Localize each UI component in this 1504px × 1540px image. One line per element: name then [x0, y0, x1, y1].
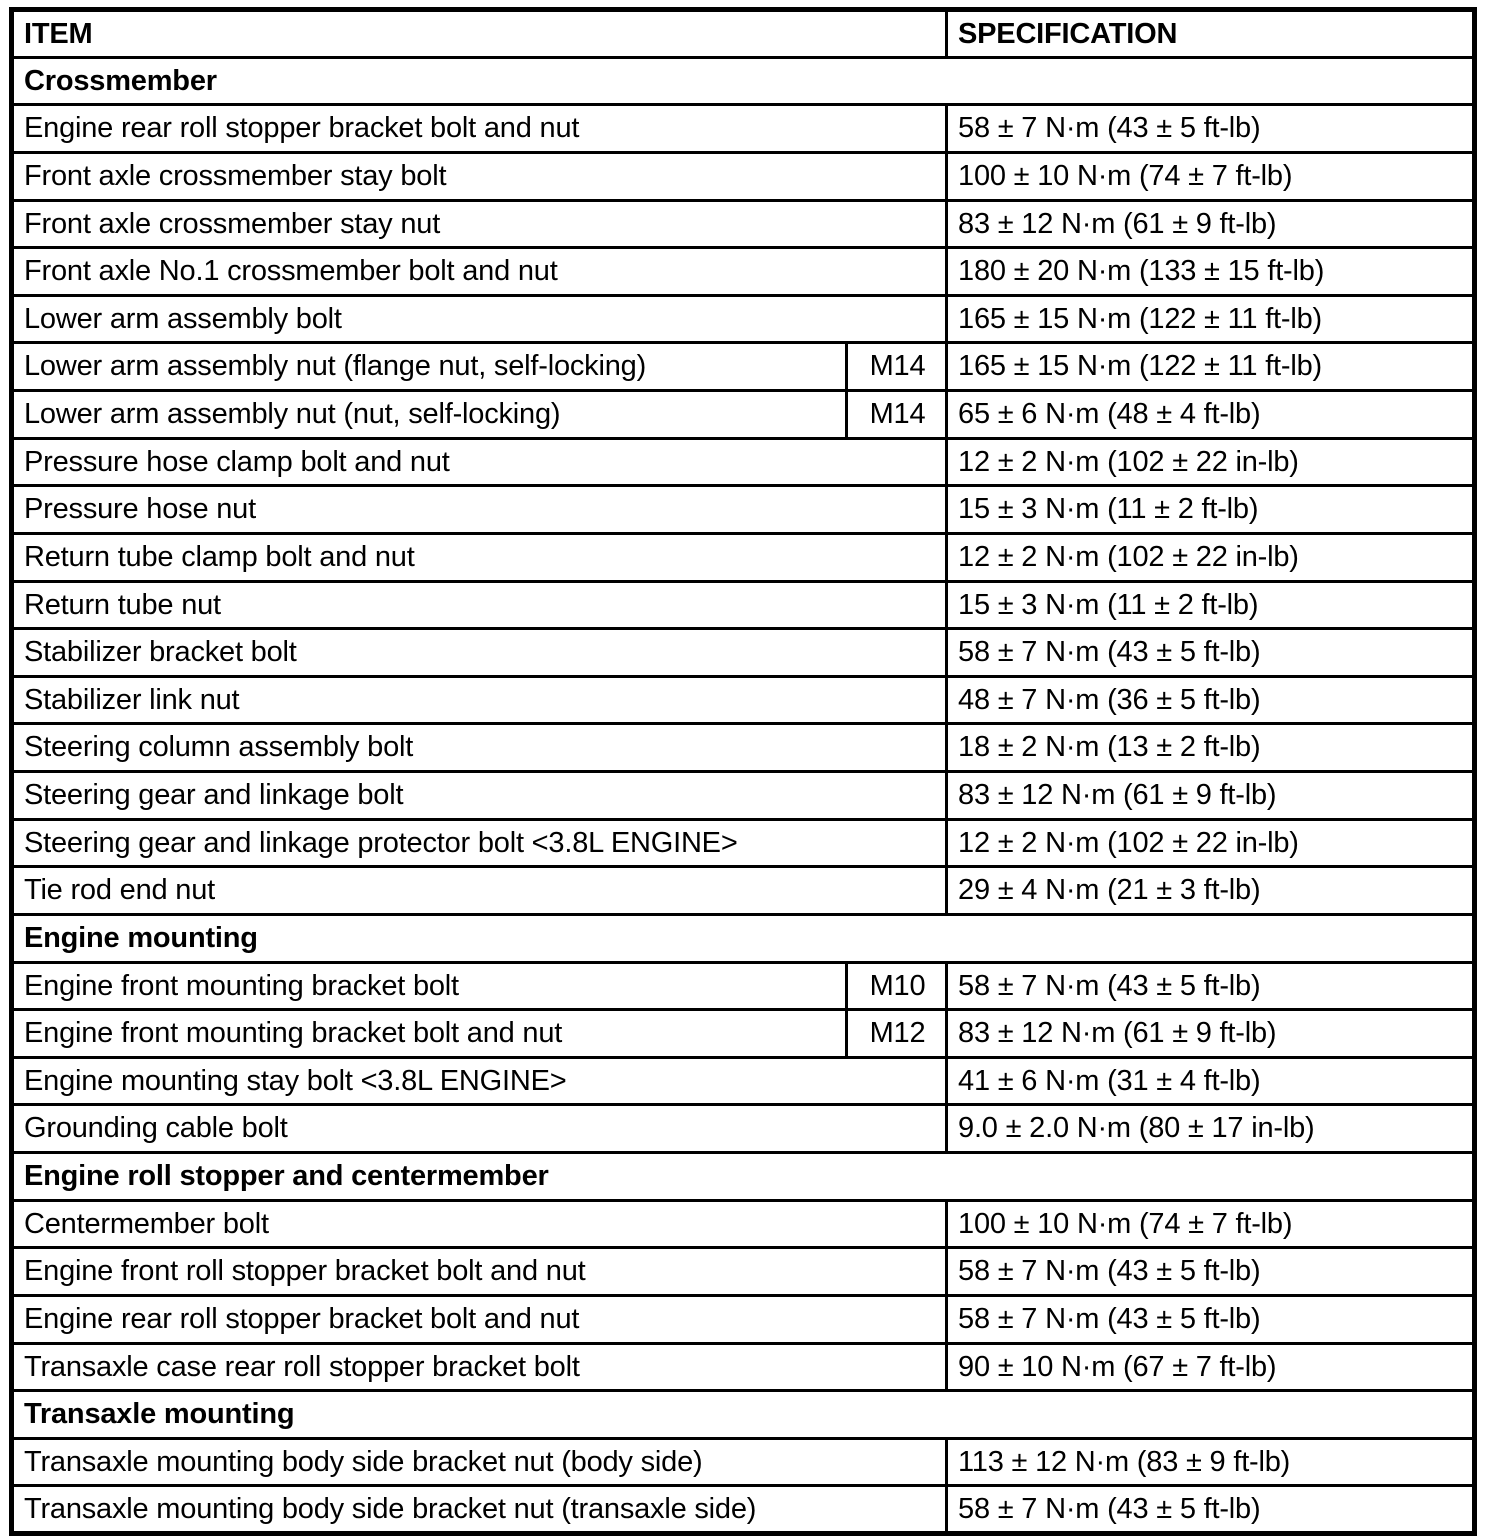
spec-cell: 100 ± 10 N·m (74 ± 7 ft-lb)	[947, 1200, 1475, 1248]
column-header-specification: SPECIFICATION	[947, 10, 1475, 58]
item-cell: Pressure hose clamp bolt and nut	[12, 438, 947, 486]
spec-row	[12, 629, 1475, 677]
item-cell: Lower arm assembly nut (nut, self-locking)	[12, 391, 847, 439]
spec-row	[12, 200, 1475, 248]
spec-row	[12, 1343, 1475, 1391]
item-cell: Steering gear and linkage bolt	[12, 772, 947, 820]
spec-cell: 15 ± 3 N·m (11 ± 2 ft-lb)	[947, 581, 1475, 629]
bolt-size-cell: M14	[847, 343, 947, 391]
spec-cell: 48 ± 7 N·m (36 ± 5 ft-lb)	[947, 676, 1475, 724]
item-cell: Stabilizer bracket bolt	[12, 629, 947, 677]
spec-row	[12, 1295, 1475, 1343]
spec-row	[12, 1200, 1475, 1248]
item-cell: Tie rod end nut	[12, 867, 947, 915]
spec-cell: 113 ± 12 N·m (83 ± 9 ft-lb)	[947, 1438, 1475, 1486]
bolt-size-cell: M10	[847, 962, 947, 1010]
item-cell: Front axle crossmember stay nut	[12, 200, 947, 248]
spec-row	[12, 1438, 1475, 1486]
column-header-item: ITEM	[12, 10, 947, 58]
spec-cell: 100 ± 10 N·m (74 ± 7 ft-lb)	[947, 152, 1475, 200]
spec-cell: 18 ± 2 N·m (13 ± 2 ft-lb)	[947, 724, 1475, 772]
bolt-size-cell: M12	[847, 1010, 947, 1058]
item-cell: Return tube clamp bolt and nut	[12, 533, 947, 581]
item-cell: Engine front mounting bracket bolt	[12, 962, 847, 1010]
spec-cell: 58 ± 7 N·m (43 ± 5 ft-lb)	[947, 962, 1475, 1010]
spec-row	[12, 676, 1475, 724]
spec-cell: 165 ± 15 N·m (122 ± 11 ft-lb)	[947, 343, 1475, 391]
item-cell: Transaxle case rear roll stopper bracket bolt	[12, 1343, 947, 1391]
torque-spec-table	[9, 7, 1477, 1536]
spec-row	[12, 1248, 1475, 1296]
spec-cell: 29 ± 4 N·m (21 ± 3 ft-lb)	[947, 867, 1475, 915]
spec-row	[12, 867, 1475, 915]
section-title: Transaxle mounting	[12, 1391, 1475, 1439]
item-cell: Centermember bolt	[12, 1200, 947, 1248]
section-row	[12, 1153, 1475, 1201]
spec-cell: 90 ± 10 N·m (67 ± 7 ft-lb)	[947, 1343, 1475, 1391]
spec-cell: 12 ± 2 N·m (102 ± 22 in-lb)	[947, 819, 1475, 867]
spec-row	[12, 105, 1475, 153]
spec-cell: 65 ± 6 N·m (48 ± 4 ft-lb)	[947, 391, 1475, 439]
spec-cell: 58 ± 7 N·m (43 ± 5 ft-lb)	[947, 1248, 1475, 1296]
item-cell: Pressure hose nut	[12, 486, 947, 534]
spec-cell: 12 ± 2 N·m (102 ± 22 in-lb)	[947, 533, 1475, 581]
item-cell: Steering column assembly bolt	[12, 724, 947, 772]
spec-cell: 9.0 ± 2.0 N·m (80 ± 17 in-lb)	[947, 1105, 1475, 1153]
spec-row	[12, 1010, 1475, 1058]
item-cell: Stabilizer link nut	[12, 676, 947, 724]
spec-row	[12, 486, 1475, 534]
spec-row	[12, 295, 1475, 343]
spec-cell: 180 ± 20 N·m (133 ± 15 ft-lb)	[947, 248, 1475, 296]
spec-cell: 15 ± 3 N·m (11 ± 2 ft-lb)	[947, 486, 1475, 534]
section-row	[12, 57, 1475, 105]
spec-cell: 83 ± 12 N·m (61 ± 9 ft-lb)	[947, 772, 1475, 820]
spec-row	[12, 1057, 1475, 1105]
spec-row	[12, 152, 1475, 200]
item-cell: Engine rear roll stopper bracket bolt and nut	[12, 1295, 947, 1343]
spec-cell: 83 ± 12 N·m (61 ± 9 ft-lb)	[947, 1010, 1475, 1058]
item-cell: Transaxle mounting body side bracket nut (transaxle side)	[12, 1486, 947, 1534]
item-cell: Transaxle mounting body side bracket nut (body side)	[12, 1438, 947, 1486]
section-title: Engine mounting	[12, 914, 1475, 962]
spec-cell: 58 ± 7 N·m (43 ± 5 ft-lb)	[947, 629, 1475, 677]
header-row	[12, 10, 1475, 58]
spec-row	[12, 772, 1475, 820]
spec-row	[12, 248, 1475, 296]
item-cell: Engine mounting stay bolt <3.8L ENGINE>	[12, 1057, 947, 1105]
spec-row	[12, 1105, 1475, 1153]
spec-cell: 83 ± 12 N·m (61 ± 9 ft-lb)	[947, 200, 1475, 248]
section-title: Crossmember	[12, 57, 1475, 105]
item-cell: Front axle crossmember stay bolt	[12, 152, 947, 200]
item-cell: Engine rear roll stopper bracket bolt and nut	[12, 105, 947, 153]
spec-row	[12, 533, 1475, 581]
item-cell: Engine front roll stopper bracket bolt and nut	[12, 1248, 947, 1296]
section-row	[12, 914, 1475, 962]
torque-table-body	[12, 10, 1475, 1534]
spec-cell: 165 ± 15 N·m (122 ± 11 ft-lb)	[947, 295, 1475, 343]
bolt-size-cell: M14	[847, 391, 947, 439]
spec-cell: 41 ± 6 N·m (31 ± 4 ft-lb)	[947, 1057, 1475, 1105]
spec-row	[12, 962, 1475, 1010]
spec-cell: 58 ± 7 N·m (43 ± 5 ft-lb)	[947, 1486, 1475, 1534]
item-cell: Grounding cable bolt	[12, 1105, 947, 1153]
spec-row	[12, 438, 1475, 486]
spec-row	[12, 1486, 1475, 1534]
section-title: Engine roll stopper and centermember	[12, 1153, 1475, 1201]
section-row	[12, 1391, 1475, 1439]
spec-row	[12, 581, 1475, 629]
spec-row	[12, 724, 1475, 772]
spec-cell: 12 ± 2 N·m (102 ± 22 in-lb)	[947, 438, 1475, 486]
item-cell: Lower arm assembly nut (flange nut, self-locking)	[12, 343, 847, 391]
item-cell: Front axle No.1 crossmember bolt and nut	[12, 248, 947, 296]
item-cell: Return tube nut	[12, 581, 947, 629]
spec-cell: 58 ± 7 N·m (43 ± 5 ft-lb)	[947, 1295, 1475, 1343]
spec-row	[12, 343, 1475, 391]
item-cell: Steering gear and linkage protector bolt <3.8L ENGINE>	[12, 819, 947, 867]
spec-row	[12, 819, 1475, 867]
spec-row	[12, 391, 1475, 439]
item-cell: Engine front mounting bracket bolt and nut	[12, 1010, 847, 1058]
item-cell: Lower arm assembly bolt	[12, 295, 947, 343]
spec-cell: 58 ± 7 N·m (43 ± 5 ft-lb)	[947, 105, 1475, 153]
